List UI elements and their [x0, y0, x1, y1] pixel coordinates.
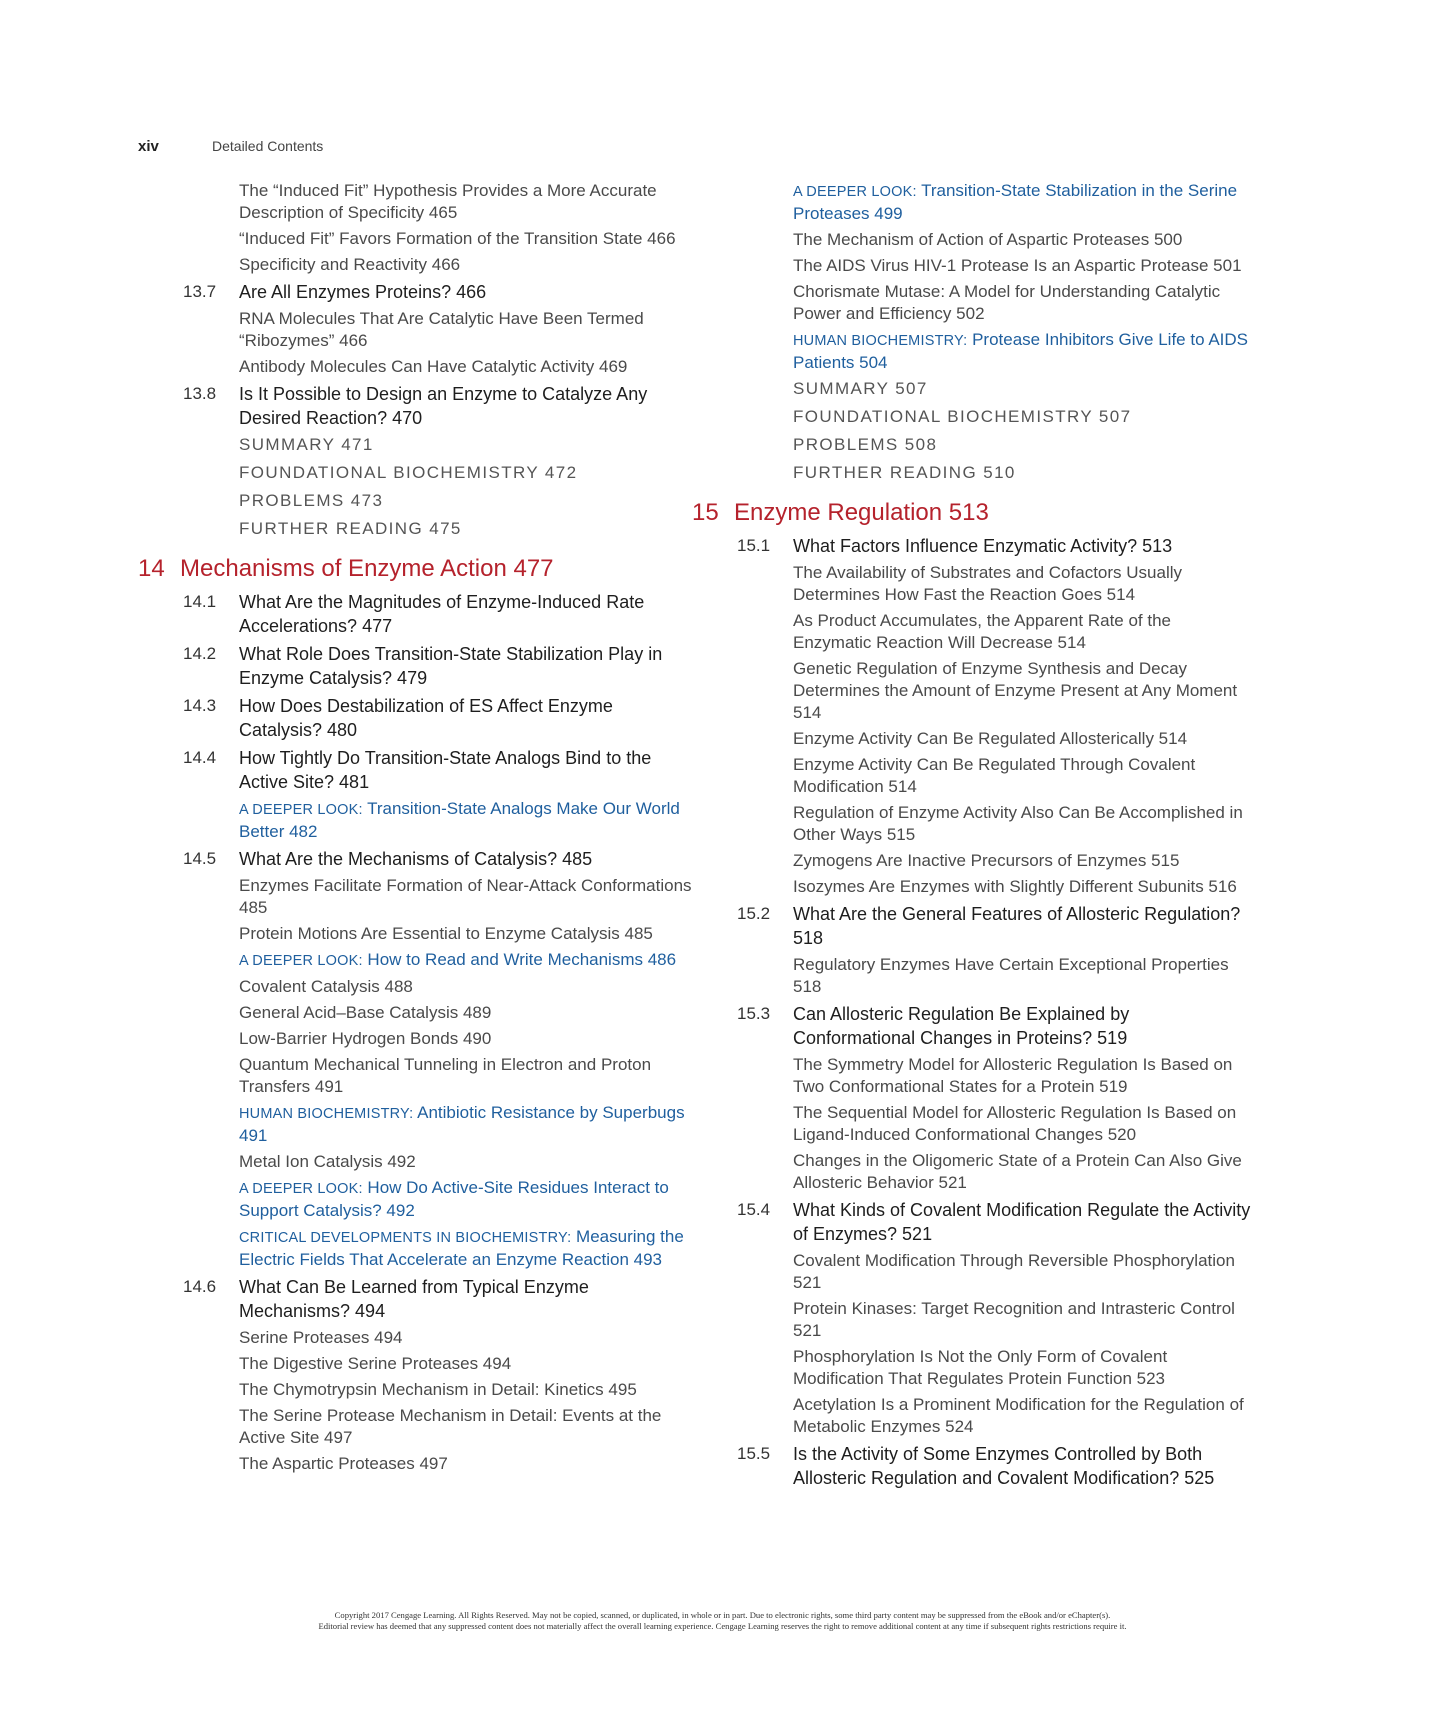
toc-feature-box-entry — [138, 1102, 698, 1147]
toc-endmatter-entry: SUMMARY 471 — [239, 435, 374, 454]
toc-section-entry — [138, 847, 698, 871]
toc-subentry: Serine Proteases 494 — [239, 1328, 403, 1347]
section-title: What Are the Magnitudes of Enzyme-Induced Rate Accelerations? 477 — [239, 592, 645, 636]
toc-subentry: The Chymotrypsin Mechanism in Detail: Kinetics 495 — [239, 1380, 637, 1399]
toc-subentry: The Digestive Serine Proteases 494 — [239, 1354, 512, 1373]
feature-label: CRITICAL DEVELOPMENTS IN BIOCHEMISTRY: — [239, 1230, 572, 1246]
section-title: What Are the General Features of Allosteric Regulation? 518 — [793, 904, 1241, 948]
copyright-footer — [0, 1610, 1445, 1632]
toc-subentry: The Mechanism of Action of Aspartic Proteases 500 — [793, 230, 1183, 249]
section-title: Is It Possible to Design an Enzyme to Catalyze Any Desired Reaction? 470 — [239, 384, 648, 428]
chapter-number: 14 — [138, 555, 165, 582]
toc-right-column — [692, 180, 1252, 1494]
section-number: 15.5 — [737, 1444, 771, 1463]
feature-label: A DEEPER LOOK: — [239, 802, 363, 818]
toc-subentry: The Symmetry Model for Allosteric Regulation Is Based on Two Conformational States for a Protein 519 — [793, 1055, 1233, 1096]
toc-subentry: Enzyme Activity Can Be Regulated Allosterically 514 — [793, 729, 1188, 748]
feature-label: A DEEPER LOOK: — [793, 184, 917, 200]
copyright-line-2: Editorial review has deemed that any suppressed content does not materially affect the overall learning experience. Cengage Learning reserves the right to remove additional content at any time if subsequent rights restrictions require it. — [318, 1621, 1127, 1631]
feature-title: How Do Active-Site Residues Interact to Support Catalysis? 492 — [239, 1178, 669, 1220]
toc-endmatter-entry: FOUNDATIONAL BIOCHEMISTRY 507 — [793, 407, 1132, 426]
toc-subentry: Metal Ion Catalysis 492 — [239, 1152, 416, 1171]
toc-section-entry — [692, 1198, 1252, 1246]
chapter-title: Mechanisms of Enzyme Action 477 — [180, 555, 554, 582]
toc-feature-box-entry — [138, 1226, 698, 1271]
section-title: Are All Enzymes Proteins? 466 — [239, 282, 487, 302]
toc-feature-box-entry — [138, 1177, 698, 1222]
toc-feature-box-entry — [138, 798, 698, 843]
section-title: What Factors Influence Enzymatic Activity? 513 — [793, 536, 1173, 556]
chapter-title: Enzyme Regulation 513 — [734, 499, 989, 526]
section-number: 14.4 — [183, 748, 217, 767]
toc-section-entry — [138, 382, 698, 430]
toc-subentry: Covalent Catalysis 488 — [239, 977, 413, 996]
feature-label: HUMAN BIOCHEMISTRY: — [793, 333, 968, 349]
feature-label: HUMAN BIOCHEMISTRY: — [239, 1106, 414, 1122]
toc-subentry: Phosphorylation Is Not the Only Form of Covalent Modification That Regulates Protein Function 523 — [793, 1347, 1168, 1388]
section-title: Is the Activity of Some Enzymes Controlled by Both Allosteric Regulation and Covalent Modification? 525 — [793, 1444, 1215, 1488]
toc-subentry: Acetylation Is a Prominent Modification for the Regulation of Metabolic Enzymes 524 — [793, 1395, 1244, 1436]
section-title: Can Allosteric Regulation Be Explained by Conformational Changes in Proteins? 519 — [793, 1004, 1130, 1048]
toc-subentry: The AIDS Virus HIV-1 Protease Is an Aspartic Protease 501 — [793, 256, 1242, 275]
feature-title: Transition-State Analogs Make Our World Better 482 — [239, 799, 680, 841]
section-number: 15.1 — [737, 536, 771, 555]
toc-subentry: As Product Accumulates, the Apparent Rate of the Enzymatic Reaction Will Decrease 514 — [793, 611, 1172, 652]
section-title: What Role Does Transition-State Stabilization Play in Enzyme Catalysis? 479 — [239, 644, 663, 688]
toc-section-entry — [138, 590, 698, 638]
chapter-number: 15 — [692, 499, 719, 526]
toc-section-entry — [138, 694, 698, 742]
section-title: What Can Be Learned from Typical Enzyme Mechanisms? 494 — [239, 1277, 589, 1321]
feature-title: Antibiotic Resistance by Superbugs 491 — [239, 1103, 685, 1145]
toc-subentry: RNA Molecules That Are Catalytic Have Been Termed “Ribozymes” 466 — [239, 309, 644, 350]
toc-endmatter-entry: PROBLEMS 473 — [239, 491, 384, 510]
section-number: 15.4 — [737, 1200, 771, 1219]
section-title: What Kinds of Covalent Modification Regulate the Activity of Enzymes? 521 — [793, 1200, 1251, 1244]
toc-subentry: General Acid–Base Catalysis 489 — [239, 1003, 492, 1022]
feature-label: A DEEPER LOOK: — [239, 953, 363, 969]
section-number: 14.5 — [183, 849, 217, 868]
toc-endmatter-entry: SUMMARY 507 — [793, 379, 928, 398]
toc-section-entry — [138, 1275, 698, 1323]
feature-title: Measuring the Electric Fields That Accelerate an Enzyme Reaction 493 — [239, 1227, 684, 1269]
section-number: 15.2 — [737, 904, 771, 923]
feature-title: Transition-State Stabilization in the Serine Proteases 499 — [793, 181, 1238, 223]
toc-subentry: The “Induced Fit” Hypothesis Provides a More Accurate Description of Specificity 465 — [239, 181, 657, 222]
toc-feature-box-entry — [138, 949, 698, 972]
toc-subentry: The Aspartic Proteases 497 — [239, 1454, 448, 1473]
section-number: 14.6 — [183, 1277, 217, 1296]
toc-subentry: Regulation of Enzyme Activity Also Can Be Accomplished in Other Ways 515 — [793, 803, 1243, 844]
running-head: Detailed Contents — [212, 138, 324, 154]
toc-subentry: Quantum Mechanical Tunneling in Electron and Proton Transfers 491 — [239, 1055, 652, 1096]
feature-label: A DEEPER LOOK: — [239, 1181, 363, 1197]
toc-subentry: Enzyme Activity Can Be Regulated Through Covalent Modification 514 — [793, 755, 1196, 796]
section-title: How Does Destabilization of ES Affect Enzyme Catalysis? 480 — [239, 696, 613, 740]
toc-feature-box-entry — [692, 180, 1252, 225]
section-title: What Are the Mechanisms of Catalysis? 485 — [239, 849, 593, 869]
toc-subentry: Protein Kinases: Target Recognition and Intrasteric Control 521 — [793, 1299, 1235, 1340]
toc-chapter-heading — [138, 554, 698, 584]
toc-subentry: Zymogens Are Inactive Precursors of Enzymes 515 — [793, 851, 1180, 870]
toc-feature-box-entry — [692, 329, 1252, 374]
toc-section-entry — [138, 280, 698, 304]
feature-title: How to Read and Write Mechanisms 486 — [367, 950, 677, 969]
toc-section-entry — [692, 534, 1252, 558]
page-number: xiv — [138, 138, 159, 155]
toc-subentry: The Serine Protease Mechanism in Detail: Events at the Active Site 497 — [239, 1406, 662, 1447]
toc-endmatter-entry: FOUNDATIONAL BIOCHEMISTRY 472 — [239, 463, 578, 482]
section-title: How Tightly Do Transition-State Analogs Bind to the Active Site? 481 — [239, 748, 652, 792]
toc-subentry: The Sequential Model for Allosteric Regulation Is Based on Ligand-Induced Conformational Changes 520 — [793, 1103, 1237, 1144]
toc-subentry: Genetic Regulation of Enzyme Synthesis and Decay Determines the Amount of Enzyme Present at Any Moment 514 — [793, 659, 1238, 722]
toc-subentry: Antibody Molecules Can Have Catalytic Activity 469 — [239, 357, 628, 376]
toc-subentry: The Availability of Substrates and Cofactors Usually Determines How Fast the Reaction Goes 514 — [793, 563, 1182, 604]
section-number: 15.3 — [737, 1004, 771, 1023]
toc-subentry: Covalent Modification Through Reversible Phosphorylation 521 — [793, 1251, 1235, 1292]
toc-section-entry — [692, 1002, 1252, 1050]
section-number: 13.8 — [183, 384, 217, 403]
toc-section-entry — [138, 642, 698, 690]
section-number: 13.7 — [183, 282, 217, 301]
toc-subentry: Low-Barrier Hydrogen Bonds 490 — [239, 1029, 492, 1048]
toc-subentry: Chorismate Mutase: A Model for Understanding Catalytic Power and Efficiency 502 — [793, 282, 1221, 323]
toc-subentry: Specificity and Reactivity 466 — [239, 255, 461, 274]
toc-section-entry — [692, 1442, 1252, 1490]
toc-subentry: Protein Motions Are Essential to Enzyme Catalysis 485 — [239, 924, 653, 943]
toc-left-column — [138, 180, 698, 1479]
copyright-line-1: Copyright 2017 Cengage Learning. All Rights Reserved. May not be copied, scanned, or duplicated, in whole or in part. Due to electronic rights, some third party content may be suppressed from the eBook and/or eChapter(s). — [334, 1610, 1111, 1620]
toc-endmatter-entry: FURTHER READING 475 — [239, 519, 462, 538]
toc-subentry: Changes in the Oligomeric State of a Protein Can Also Give Allosteric Behavior 521 — [793, 1151, 1242, 1192]
toc-endmatter-entry: PROBLEMS 508 — [793, 435, 938, 454]
feature-title: Protease Inhibitors Give Life to AIDS Patients 504 — [793, 330, 1248, 372]
toc-subentry: Regulatory Enzymes Have Certain Exceptional Properties 518 — [793, 955, 1229, 996]
toc-subentry: Enzymes Facilitate Formation of Near-Attack Conformations 485 — [239, 876, 692, 917]
toc-endmatter-entry: FURTHER READING 510 — [793, 463, 1016, 482]
toc-chapter-heading — [692, 498, 1252, 528]
section-number: 14.2 — [183, 644, 217, 663]
toc-subentry: “Induced Fit” Favors Formation of the Transition State 466 — [239, 229, 676, 248]
toc-subentry: Isozymes Are Enzymes with Slightly Different Subunits 516 — [793, 877, 1237, 896]
section-number: 14.1 — [183, 592, 217, 611]
toc-section-entry — [138, 746, 698, 794]
section-number: 14.3 — [183, 696, 217, 715]
toc-section-entry — [692, 902, 1252, 950]
